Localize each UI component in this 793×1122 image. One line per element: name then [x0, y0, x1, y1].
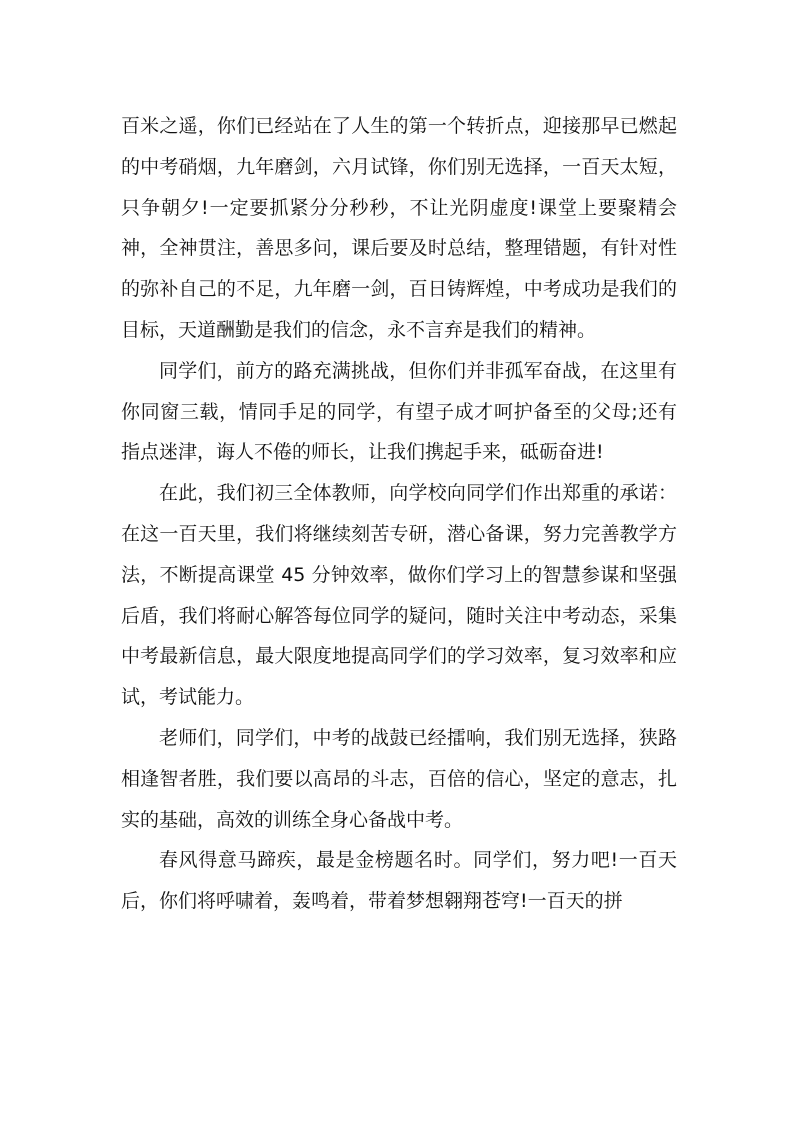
paragraph-3: 在此，我们初三全体教师，向学校向同学们作出郑重的承诺：在这一百天里，我们将继续刻苦专研，潜心备课，努力完善教学方法，不断提高课堂 45 分钟效率，做你们学习上的智慧参谋和坚强后盾，我们将耐心解答每位同学的疑问，随时关注中考动态，采集中考最新信息，最大限度地提高同学们的学习效率，复习效率和应试，考试能力。 — [121, 482, 677, 709]
paragraph-4: 老师们，同学们，中考的战鼓已经擂响，我们别无选择，狭路相逢智者胜，我们要以高昂的斗志，百倍的信心，坚定的意志，扎实的基础，高效的训练全身心备战中考。 — [121, 726, 677, 831]
document-body — [121, 106, 677, 922]
paragraph-5: 春风得意马蹄疾，最是金榜题名时。同学们，努力吧!一百天后，你们将呼啸着，轰鸣着，带着梦想翱翔苍穹!一百天的拼 — [121, 849, 677, 913]
paragraph-1: 百米之遥，你们已经站在了人生的第一个转折点，迎接那早已燃起的中考硝烟，九年磨剑，六月试锋，你们别无选择，一百天太短，只争朝夕!一定要抓紧分分秒秒，不让光阴虚度!课堂上要聚精会神，全神贯注，善思多问，课后要及时总结，整理错题，有针对性的弥补自己的不足，九年磨一剑，百日铸辉煌，中考成功是我们的目标，天道酬勤是我们的信念，永不言弃是我们的精神。 — [121, 115, 677, 341]
paragraph-2: 同学们，前方的路充满挑战，但你们并非孤军奋战，在这里有你同窗三载，情同手足的同学，有望子成才呵护备至的父母;还有指点迷津，诲人不倦的师长，让我们携起手来，砥砺奋进! — [121, 359, 677, 464]
